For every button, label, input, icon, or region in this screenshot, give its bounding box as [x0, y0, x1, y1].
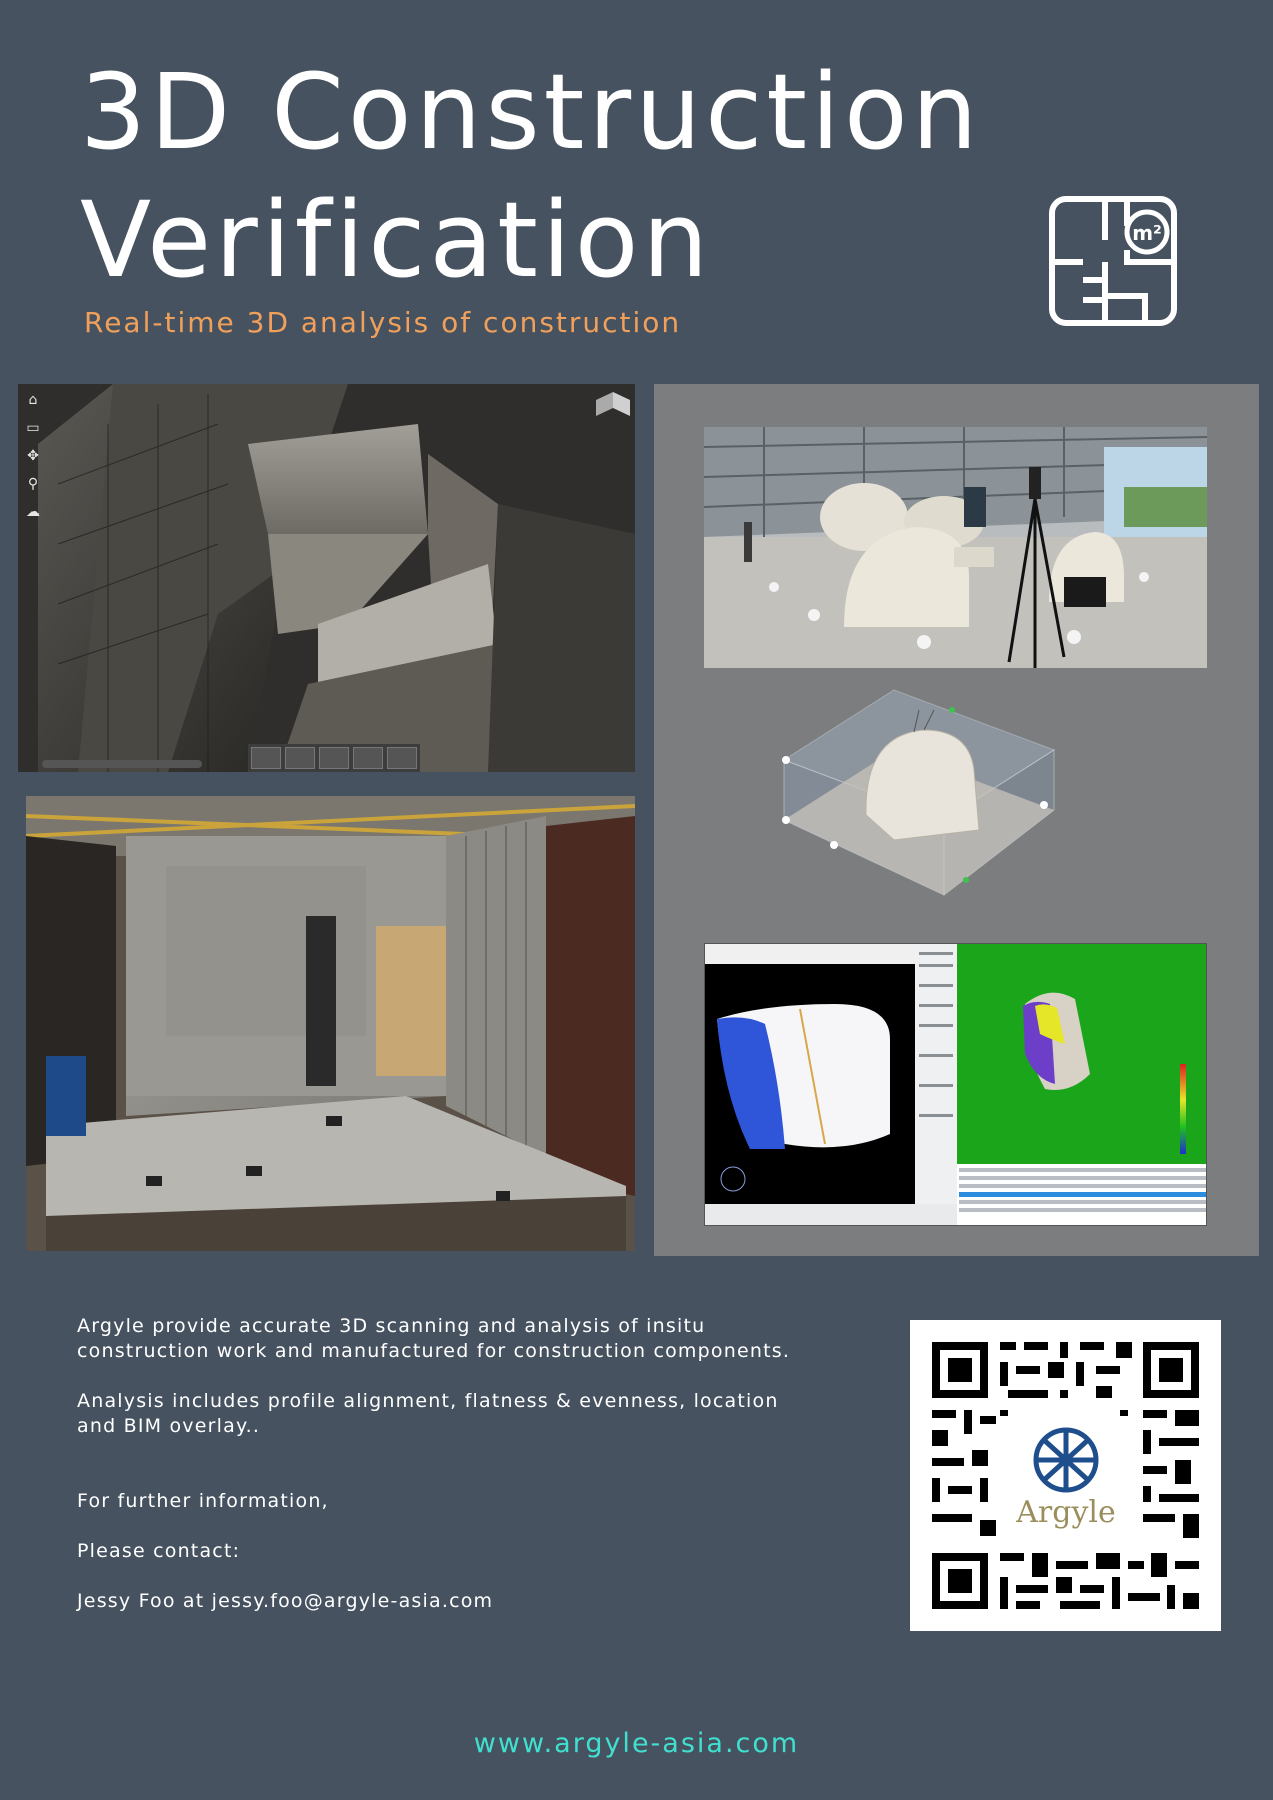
deviation-analysis-software-screenshot	[704, 943, 1207, 1226]
title-line-1: 3D Construction	[80, 51, 982, 173]
analysis-paragraph: Analysis includes profile alignment, flatness & evenness, location and BIM overlay..	[77, 1390, 779, 1437]
floorplan-m2-logo-icon	[1049, 196, 1177, 326]
m2-badge: m²	[1132, 221, 1162, 245]
module-scene	[26, 796, 635, 1251]
viewer-bottom-tools	[248, 744, 420, 772]
cloud-icon: ☁	[26, 504, 40, 520]
argyle-knot-icon	[1036, 1430, 1096, 1490]
website-link[interactable]: www.argyle-asia.com	[473, 1728, 800, 1759]
title-line-2: Verification	[80, 179, 713, 301]
precast-concrete-module-photo	[26, 796, 635, 1251]
clip-tool-icon	[319, 747, 349, 769]
clear-tool-icon	[387, 747, 417, 769]
page-subtitle: Real-time 3D analysis of construction	[84, 306, 682, 339]
search-icon: ⚲	[27, 476, 39, 492]
monitor-icon: ▭	[26, 420, 40, 436]
point-cloud-scene	[18, 384, 635, 772]
description-text	[77, 1314, 817, 1639]
layers-tool-icon	[285, 747, 315, 769]
contact-line-3: Jessy Foo at jessy.foo@argyle-asia.com	[77, 1590, 494, 1612]
window-tool-icon	[251, 747, 281, 769]
laser-scanner-warehouse-photo	[704, 427, 1207, 668]
point-cloud-viewer-image	[18, 384, 635, 772]
viewer-toolbar	[22, 390, 44, 522]
description-paragraph: Argyle provide accurate 3D scanning and analysis of insitu construction work and manufactured for construction components.	[77, 1315, 791, 1362]
home-icon: ⌂	[28, 392, 38, 408]
software-scene	[705, 944, 1207, 1226]
3d-bounding-box-render	[774, 680, 1074, 912]
analysis-panel	[654, 384, 1259, 1256]
contact-line-1: For further information,	[77, 1490, 329, 1512]
viewer-slider	[42, 760, 202, 768]
qr-code-graphic	[910, 1320, 1221, 1631]
warehouse-scene	[704, 427, 1207, 668]
qr-code[interactable]	[910, 1320, 1221, 1631]
qr-brand-label: Argyle	[1016, 1495, 1116, 1530]
contact-line-2: Please contact:	[77, 1540, 241, 1562]
page-title	[80, 48, 982, 304]
move-icon: ✥	[27, 448, 39, 464]
delete-tool-icon	[353, 747, 383, 769]
